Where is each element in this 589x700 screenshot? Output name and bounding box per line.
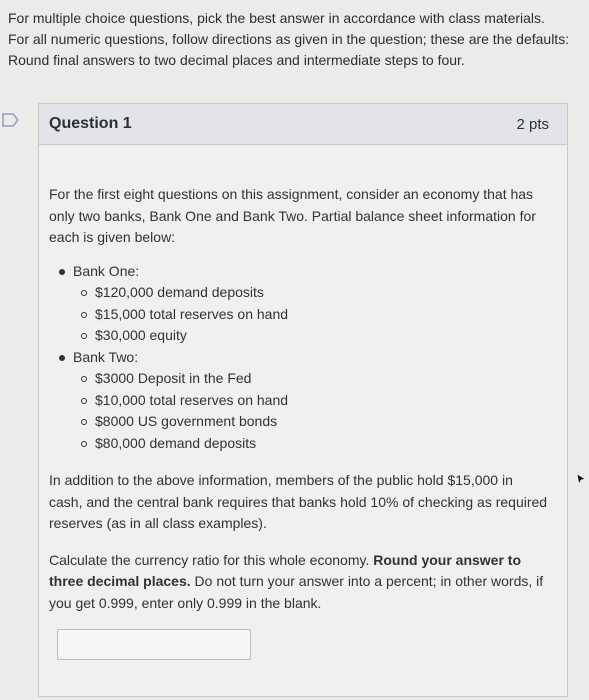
instructions	[8, 8, 583, 71]
bookmark-flag-icon[interactable]	[2, 112, 20, 128]
question-points: 2 pts	[516, 115, 549, 133]
list-item: $8000 US government bonds	[95, 411, 549, 433]
question-header	[39, 104, 567, 145]
bank-list	[49, 261, 549, 455]
bank-name: Bank One:	[73, 262, 140, 279]
question-card	[38, 103, 568, 697]
instructions-line-3: Round final answers to two decimal places and intermediate steps to four.	[8, 52, 465, 68]
list-item: $10,000 total reserves on hand	[95, 390, 549, 412]
mouse-cursor-icon	[576, 472, 586, 484]
list-item: $15,000 total reserves on hand	[95, 304, 549, 326]
question-paragraph-2: In addition to the above information, members of the public hold $15,000 in cash, and the central bank requires that banks hold 10% of checking as required reserves (as in all class examples).	[49, 472, 548, 531]
answer-input[interactable]	[57, 629, 251, 660]
list-item: $120,000 demand deposits	[95, 282, 549, 304]
instruction-text-rest: Do not turn your answer into a percent; in other words, if you get 0.999, enter only 0.999 in the blank.	[49, 573, 544, 611]
list-item	[49, 347, 549, 455]
question-paragraph-3	[49, 550, 549, 615]
question-body	[49, 184, 549, 614]
question-paragraph-1: For the first eight questions on this assignment, consider an economy that has only two banks, Bank One and Bank Two. Partial balance sheet information for each is given below:	[49, 186, 536, 245]
list-item: $30,000 equity	[95, 325, 549, 347]
bank-one-items	[73, 282, 549, 347]
list-item: $80,000 demand deposits	[95, 433, 549, 455]
question-title: Question 1	[49, 115, 132, 132]
rounding-instruction: Round your answer to three decimal places.	[49, 551, 522, 589]
list-item: $3000 Deposit in the Fed	[95, 368, 549, 390]
list-item	[49, 261, 549, 347]
bank-two-items	[73, 368, 549, 454]
bank-name: Bank Two:	[73, 348, 139, 365]
instruction-text: Calculate the currency ratio for this whole economy.	[49, 551, 374, 568]
instructions-line-2: For all numeric questions, follow directions as given in the question; these are the defaults:	[8, 31, 570, 47]
instructions-line-1: For multiple choice questions, pick the best answer in accordance with class materials.	[8, 10, 545, 26]
